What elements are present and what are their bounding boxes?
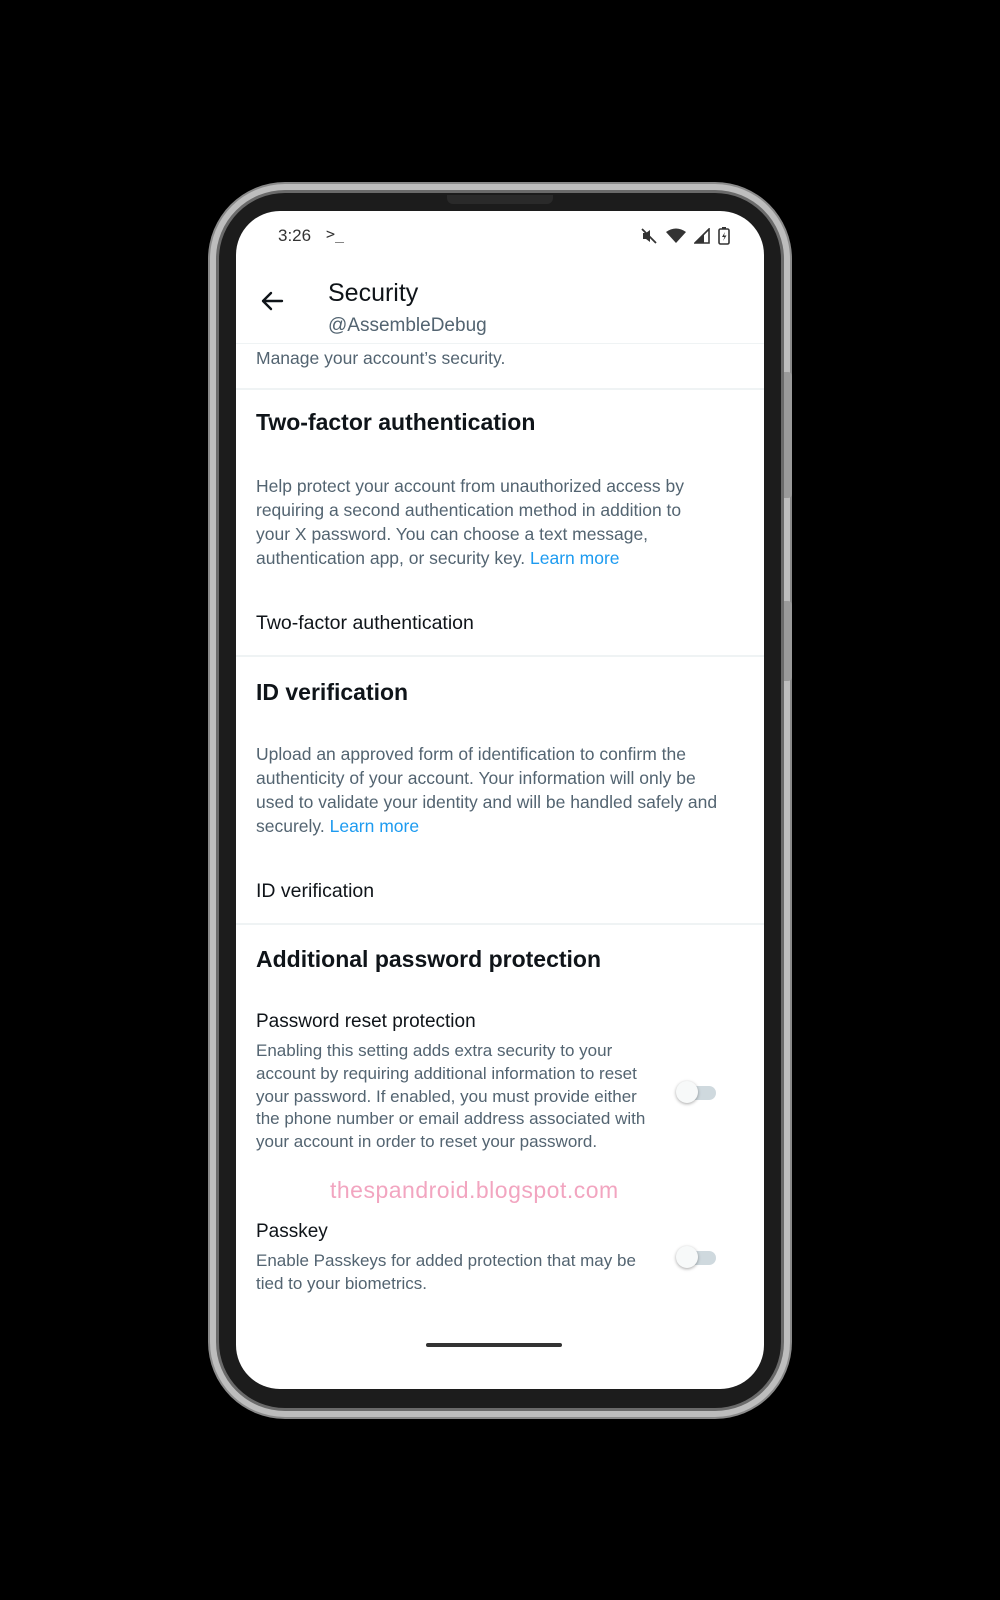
toggle-knob: [676, 1081, 698, 1103]
passkey-label: Passkey: [256, 1221, 328, 1242]
cell-signal-icon: [694, 228, 710, 244]
battery-icon: [718, 227, 730, 245]
two-factor-description-text: Help protect your account from unauthorized access by requiring a second authentication method in addition to your X password. You can choose a text message, authentication app, or security key.: [256, 476, 684, 568]
terminal-icon: >_: [326, 225, 345, 243]
wifi-icon: [666, 228, 686, 244]
password-reset-toggle[interactable]: [676, 1081, 716, 1103]
two-factor-heading: Two-factor authentication: [256, 409, 536, 435]
back-arrow-icon[interactable]: [256, 285, 288, 317]
additional-protection-heading: Additional password protection: [256, 946, 602, 972]
passkey-description: Enable Passkeys for added protection that may be tied to your biometrics.: [256, 1251, 636, 1293]
intro-text: Manage your account’s security.: [256, 348, 506, 368]
password-reset-label: Password reset protection: [256, 1011, 476, 1032]
status-icons: [640, 227, 730, 245]
two-factor-learn-more-link[interactable]: Learn more: [530, 548, 620, 568]
account-handle: @AssembleDebug: [328, 315, 487, 336]
status-bar: [236, 211, 764, 259]
watermark: thespandroid.blogspot.com: [330, 1177, 619, 1203]
mute-vibrate-icon: [640, 227, 658, 245]
volume-button: [784, 601, 792, 681]
two-factor-row[interactable]: Two-factor authentication: [256, 612, 474, 634]
id-verification-description-text: Upload an approved form of identification to confirm the authenticity of your account. Your information will only be used to validate your identity and will be handled safely and securely.: [256, 744, 718, 836]
id-verification-description: [256, 742, 736, 838]
page-title: Security: [328, 279, 419, 307]
toggle-knob: [676, 1246, 698, 1268]
home-indicator[interactable]: [426, 1343, 562, 1347]
password-reset-description: Enabling this setting adds extra security to your account by requiring additional information to reset your password. If enabled, you must provide either the phone number or email address associated with your account in order to reset your password.: [256, 1041, 646, 1152]
id-verification-learn-more-link[interactable]: Learn more: [329, 816, 420, 836]
status-time: 3:26: [278, 226, 312, 245]
screen: [236, 211, 764, 1389]
power-button: [784, 372, 792, 498]
section-divider: [236, 655, 764, 657]
two-factor-description: [256, 474, 716, 570]
id-verification-row[interactable]: ID verification: [256, 880, 375, 902]
section-divider: [236, 923, 764, 925]
id-verification-heading: ID verification: [256, 679, 409, 705]
passkey-toggle[interactable]: [676, 1246, 716, 1268]
top-app-bar: [236, 259, 764, 344]
phone-earpiece: [447, 195, 553, 204]
section-divider: [236, 388, 764, 390]
